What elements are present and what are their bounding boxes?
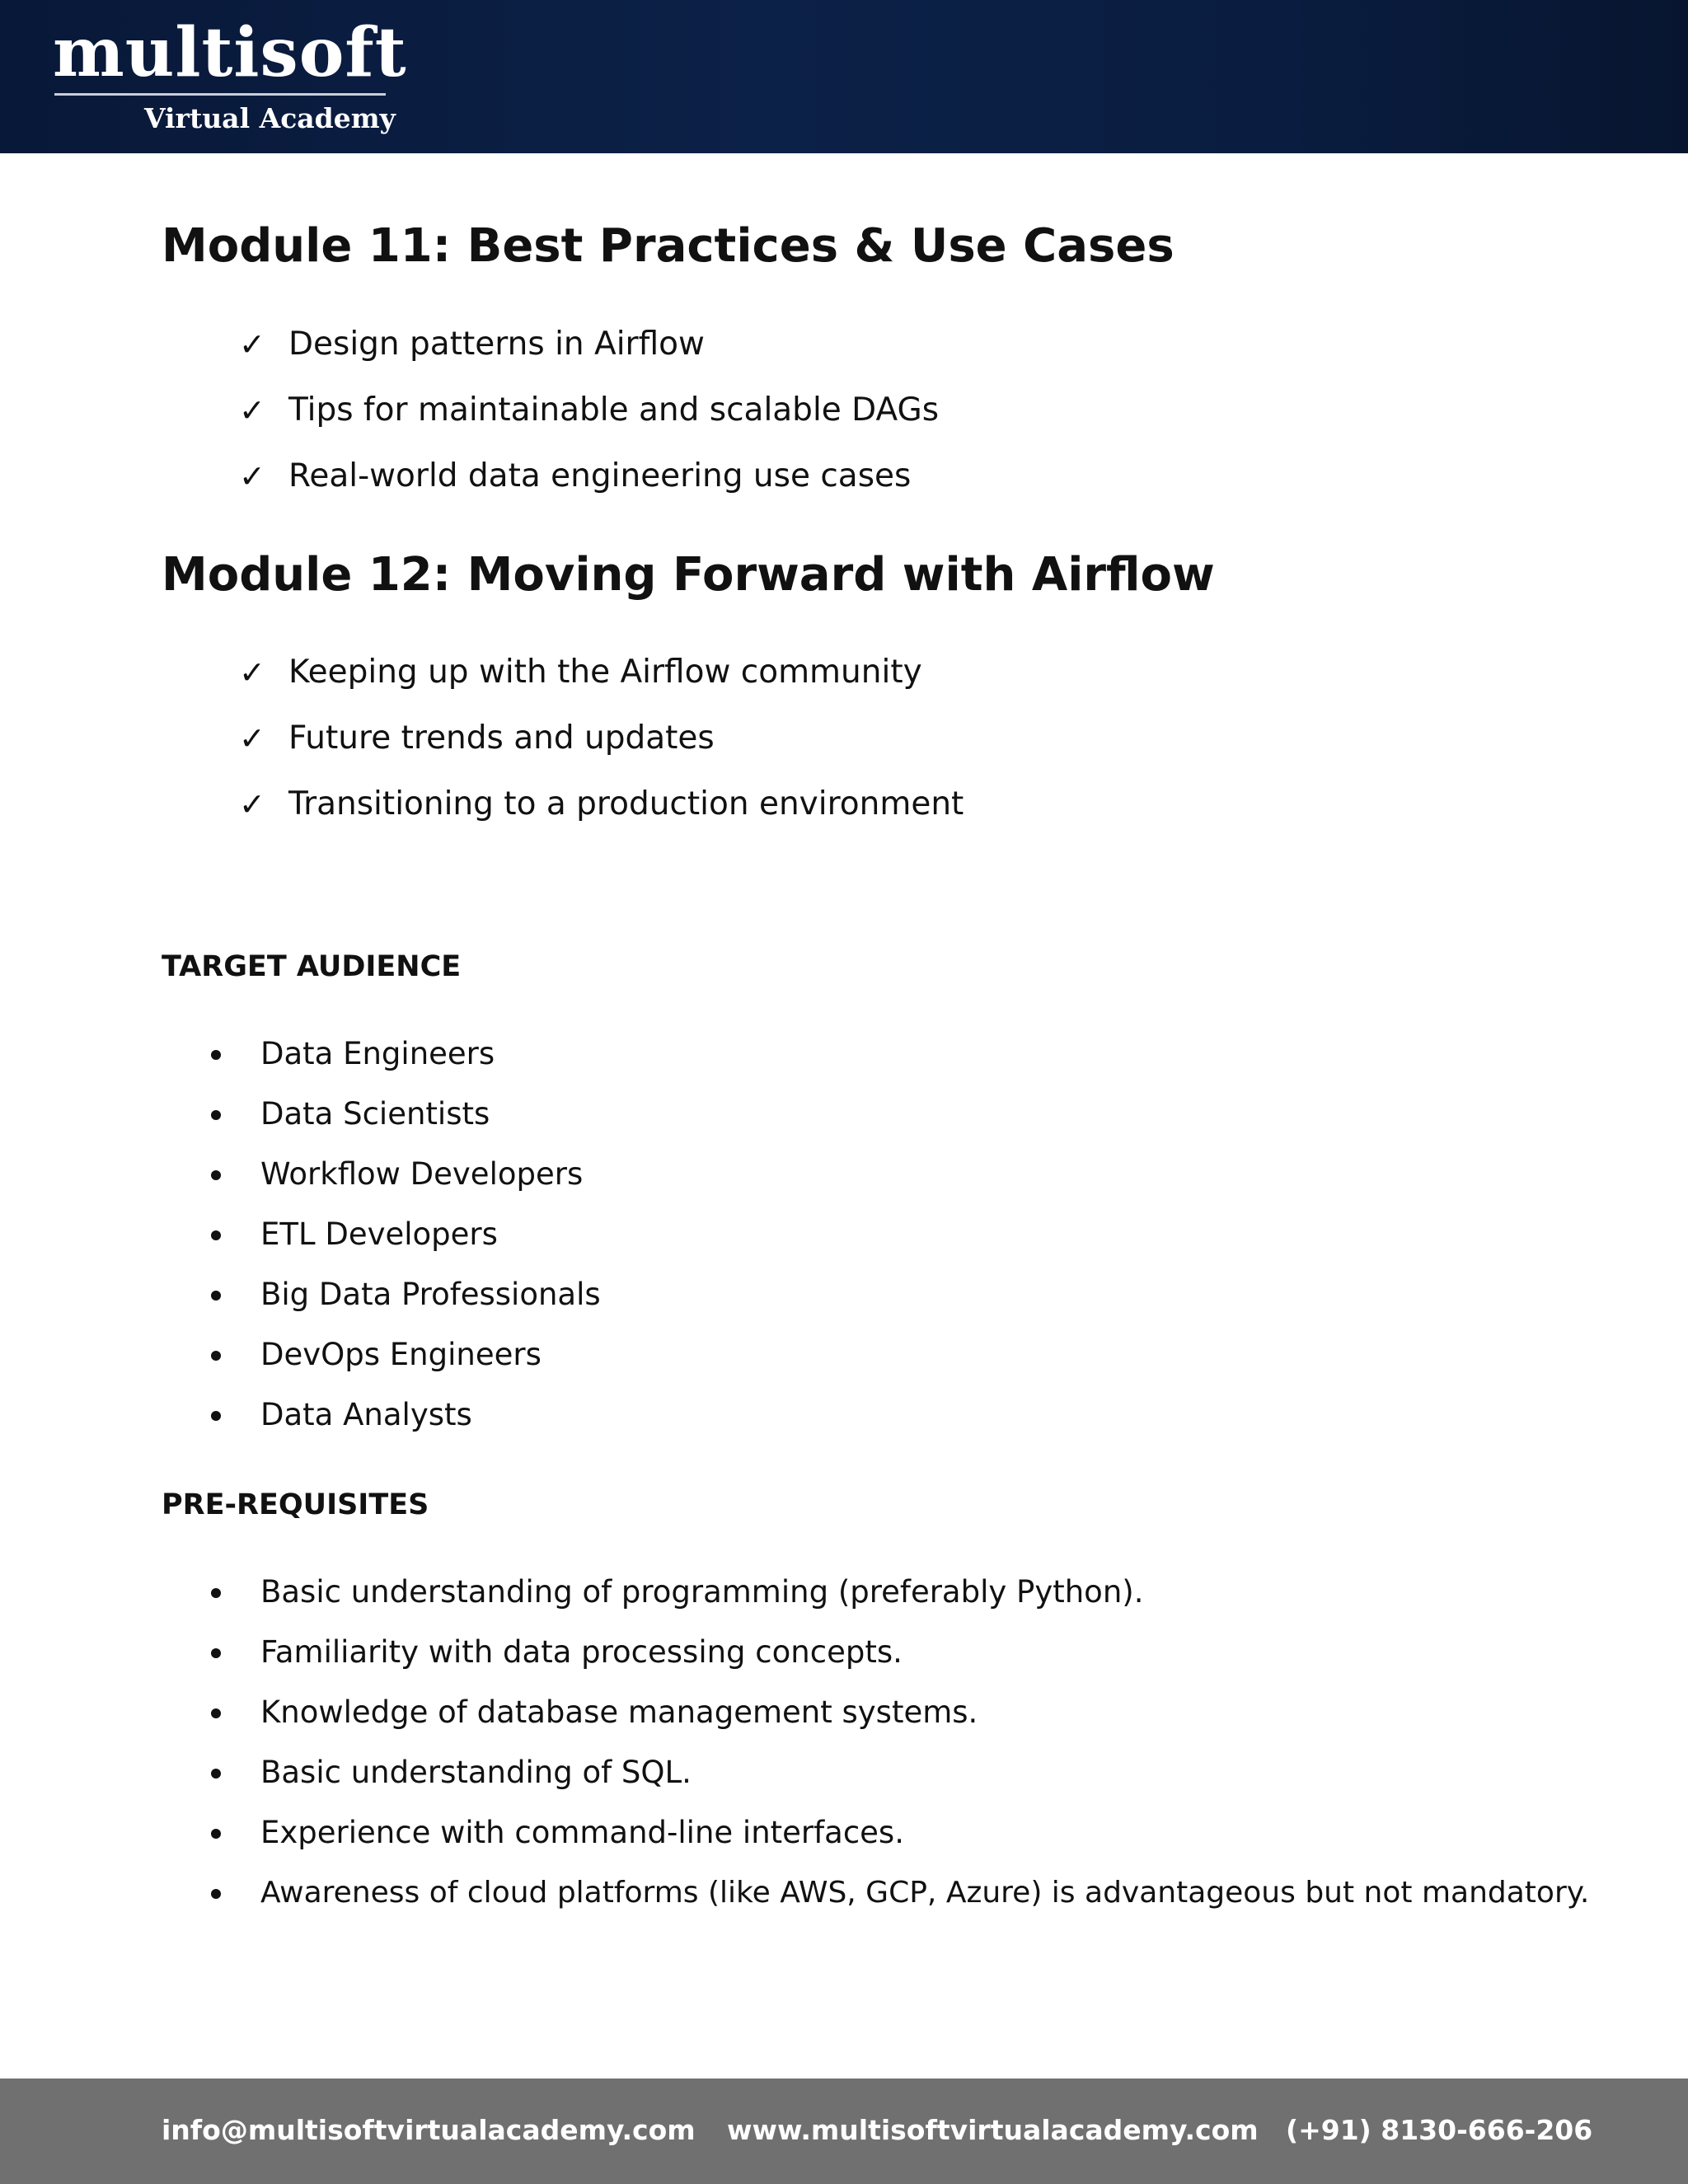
brand-logo: multisoft — [53, 13, 407, 92]
check-icon: ✓ — [239, 654, 265, 691]
module-11-topics: ✓ Design patterns in Airflow ✓ Tips for maintainable and scalable DAGs ✓ Real-world data engineering use cases — [239, 321, 1228, 486]
footer-bar — [0, 2079, 1688, 2184]
bullet-icon — [211, 1170, 221, 1180]
bullet-icon — [211, 1708, 221, 1718]
bullet-icon — [211, 1110, 221, 1120]
logo-divider — [54, 93, 386, 96]
check-icon: ✓ — [239, 786, 265, 823]
footer-website-link[interactable]: www.multisoftvirtualacademy.com — [727, 2114, 1259, 2146]
bullet-icon — [211, 1291, 221, 1301]
module-11-title: Module 11: Best Practices & Use Cases — [162, 219, 1175, 273]
target-audience-heading: TARGET AUDIENCE — [162, 950, 462, 983]
footer-phone[interactable]: (+91) 8130-666-206 — [1286, 2114, 1593, 2146]
header-banner — [0, 0, 1688, 153]
bullet-icon — [211, 1351, 221, 1361]
bullet-icon — [211, 1050, 221, 1060]
module-12-title: Module 12: Moving Forward with Airflow — [162, 548, 1215, 602]
module-12-topics: ✓ Keeping up with the Airflow community ✓ Future trends and updates ✓ Transitioning to a production environment — [239, 649, 1228, 814]
check-icon: ✓ — [239, 458, 265, 494]
bullet-icon — [211, 1889, 221, 1899]
prerequisites-heading: PRE-REQUISITES — [162, 1488, 429, 1521]
bullet-icon — [211, 1648, 221, 1658]
check-icon: ✓ — [239, 326, 265, 363]
brand-tagline: Virtual Academy — [144, 102, 396, 134]
check-icon: ✓ — [239, 392, 265, 429]
bullet-icon — [211, 1829, 221, 1839]
prerequisites-list: Basic understanding of programming (preferably Python). Familiarity with data processing concepts. Knowledge of database management systems. Basic understanding of SQL. Experience with command-line interfaces. Awareness of cloud platforms (like AWS, GCP, Azure) is advantageous but not mandatory. — [211, 1570, 1612, 1891]
bullet-icon — [211, 1411, 221, 1421]
check-icon: ✓ — [239, 720, 265, 757]
bullet-icon — [211, 1230, 221, 1240]
bullet-icon — [211, 1588, 221, 1598]
bullet-icon — [211, 1769, 221, 1779]
target-audience-list: Data Engineers Data Scientists Workflow Developers ETL Developers Big Data Professionals DevOps Engineers Data Analysts — [211, 1032, 1200, 1411]
footer-email-link[interactable]: info@multisoftvirtualacademy.com — [162, 2114, 696, 2146]
